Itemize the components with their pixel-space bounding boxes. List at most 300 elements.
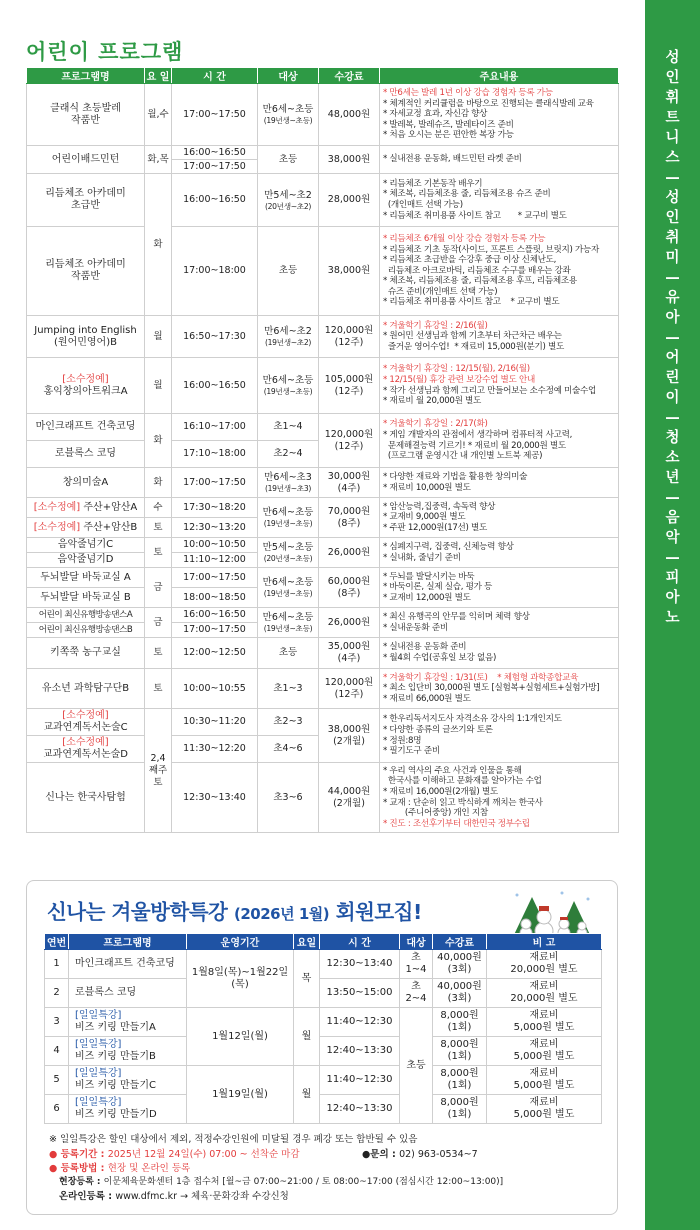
content-line: * 리듬체조 취미용품 사이트 참고 * 교구비 별도: [383, 297, 560, 308]
program-note: 재료비 20,000원 별도: [487, 950, 602, 979]
program-target: 초4~6: [258, 736, 319, 763]
program-name: 어린이 최신유행방송댄스A: [27, 608, 145, 623]
program-name: 키쪽쭉 농구교실: [27, 638, 145, 669]
program-content: [380, 638, 619, 669]
content-line: * 바둑이론, 실제 실습, 평가 등: [383, 582, 493, 593]
table-row: [27, 568, 619, 588]
program-target: 초2~3: [258, 709, 319, 736]
content-line: * 원어민 선생님과 함께 기초부터 차근차근 배우는: [383, 331, 562, 342]
target-main: 만6세~초2: [264, 326, 312, 337]
content-line: * 리듬체조 취미용품 사이트 참고 * 교구비 별도: [383, 210, 567, 221]
content-line: * 정원:8명: [383, 735, 422, 746]
program-name: 창의미술A: [27, 468, 145, 498]
program-name: 로블록스 코딩: [27, 441, 145, 468]
content-line: * 겨울학기 휴강일 : 12/15(월), 2/16(월): [383, 364, 530, 375]
program-tag: [일일특강]: [75, 1039, 122, 1050]
table-row: [27, 638, 619, 669]
program-day: 월: [145, 358, 172, 414]
content-line: * 체계적인 커리큘럼을 바탕으로 진행되는 클래식발레 교육: [383, 98, 594, 109]
program-target: 초등: [258, 146, 319, 174]
col-header: 시 간: [320, 934, 400, 950]
program-time: 17:00~17:50: [172, 623, 258, 638]
content-line: * 두뇌를 발달시키는 바둑: [383, 571, 475, 582]
program-day: 월: [294, 1066, 320, 1124]
content-line: * 게임 개발자의 관점에서 생각하며 컴퓨터적 사고력,: [383, 429, 573, 440]
program-fee: 120,000원 (12주): [319, 669, 380, 709]
row-number: 6: [45, 1095, 69, 1124]
target-main: 만6세~초등: [262, 104, 314, 115]
program-day: 화: [145, 468, 172, 498]
program-day: 토: [145, 638, 172, 669]
content-line: * 진도 : 조선후기부터 대한민국 정부수립: [383, 818, 530, 829]
program-fee: 8,000원 (1회): [433, 1008, 487, 1037]
program-name: 유소년 과학탐구단B: [27, 669, 145, 709]
program-day: 토: [145, 669, 172, 709]
program-content: [380, 498, 619, 538]
program-fee: 30,000원 (4주): [319, 468, 380, 498]
winter-title-post: 회원모집!: [329, 900, 422, 924]
program-content: [380, 709, 619, 763]
col-header: 프로그램명: [27, 68, 145, 84]
program-target: [258, 174, 319, 227]
program-content: [380, 608, 619, 638]
content-line: * 겨울학기 휴강일 : 2/16(월): [383, 320, 488, 331]
col-header: 수강료: [319, 68, 380, 84]
program-name: 클래식 초등발레 작품반: [27, 84, 145, 146]
target-sub: (19년생~초등): [263, 116, 313, 125]
program-day: 화: [145, 414, 172, 468]
table-row: [45, 1066, 602, 1095]
program-day: 목: [294, 950, 320, 1008]
col-header: 프로그램명: [69, 934, 187, 950]
sidebar: [645, 0, 700, 1230]
program-content: [380, 174, 619, 227]
content-line: * 한우리독서지도사 자격소유 강사의 1:1개인지도: [383, 714, 562, 725]
content-line: * 체조복, 리듬체조용 줄, 리듬체조용 후프, 리듬체조용: [383, 276, 577, 287]
content-line: * 자세교정 효과, 자신감 향상: [383, 109, 488, 120]
program-day: 토: [145, 518, 172, 538]
program-name: Jumping into English (원어민영어)B: [27, 316, 145, 358]
content-line: * 실내운동화 준비: [383, 622, 448, 633]
program-target: 초1~3: [258, 669, 319, 709]
program-target: 초등: [258, 638, 319, 669]
program-time: 17:10~18:00: [172, 441, 258, 468]
content-line: * 실내전용 운동화, 배드민턴 라켓 준비: [383, 154, 522, 165]
program-name: [69, 1095, 187, 1124]
target-main: 만5세~초2: [264, 189, 312, 201]
program-target: [258, 468, 319, 498]
program-name: [27, 518, 145, 538]
program-content: [380, 669, 619, 709]
program-name-text: 홍익창의아트워크A: [43, 385, 128, 397]
program-name: [27, 358, 145, 414]
program-tag: [소수정예]: [33, 521, 81, 533]
program-note: 재료비 5,000원 별도: [487, 1066, 602, 1095]
program-day: 화,목: [145, 146, 172, 174]
table-row: [45, 1008, 602, 1037]
program-fee: 48,000원: [319, 84, 380, 146]
content-line: * 교재 : 단순히 읽고 박식하게 깨치는 한국사: [383, 797, 543, 808]
col-header: 수강료: [433, 934, 487, 950]
program-fee: 38,000원 (2개월): [319, 709, 380, 763]
target-sub: (19년생~초등): [263, 589, 313, 598]
target-main: 만6세~초등: [262, 375, 314, 386]
content-line: * 최신 유행곡의 안무를 익히며 체력 향상: [383, 611, 530, 622]
target-sub: (20년생~초등): [263, 554, 313, 563]
program-fee: 38,000원: [319, 146, 380, 174]
program-content: [380, 227, 619, 316]
col-header: 비 고: [487, 934, 602, 950]
row-number: 1: [45, 950, 69, 979]
content-line: * 만6세는 발레 1년 이상 강습 경험자 등록 가능: [383, 88, 553, 99]
target-main: 만6세~초3: [264, 472, 312, 483]
contact-info: [362, 1148, 478, 1161]
program-day: 월,수: [145, 84, 172, 146]
program-fee: 38,000원: [319, 227, 380, 316]
col-header: 대상: [258, 68, 319, 84]
contact-label: ●문의 :: [362, 1149, 400, 1160]
row-number: 5: [45, 1066, 69, 1095]
program-content: [380, 468, 619, 498]
program-time: 18:00~18:50: [172, 588, 258, 608]
program-name: [69, 1008, 187, 1037]
content-line: * 재료비 16,000원(2개월) 별도: [383, 786, 498, 797]
table-row: [27, 174, 619, 227]
content-line: (프로그램 운영시간 내 개인별 노트북 제공): [383, 451, 543, 462]
program-period: 1월19일(월): [187, 1066, 294, 1124]
row-number: 4: [45, 1037, 69, 1066]
target-sub: (19년생~초등): [263, 624, 313, 633]
program-fee: 28,000원: [319, 174, 380, 227]
contact-value: 02) 963-0534~7: [399, 1149, 478, 1160]
program-time: 16:00~16:50: [172, 608, 258, 623]
program-time: 17:00~17:50: [172, 468, 258, 498]
program-name-text: 교과연계독서논술C: [43, 722, 128, 733]
content-line: * 발레복, 발레슈즈, 발레타이즈 준비: [383, 119, 514, 130]
content-line: * 겨울학기 휴강일 : 2/17(화): [383, 419, 488, 430]
program-content: [380, 538, 619, 568]
table-row: [27, 468, 619, 498]
content-line: * 체조복, 리듬체조용 줄, 리듬체조용 슈즈 준비: [383, 189, 551, 200]
program-fee: 26,000원: [319, 608, 380, 638]
program-time: 10:00~10:50: [172, 538, 258, 553]
program-content: [380, 763, 619, 833]
program-tag: [일일특강]: [75, 1097, 122, 1108]
registration-method: [49, 1162, 190, 1175]
method-label: ● 등록방법 :: [49, 1163, 108, 1174]
onsite-label: 현장등록 :: [59, 1177, 104, 1187]
col-header: 주요내용: [380, 68, 619, 84]
program-name: [69, 1066, 187, 1095]
program-time: 10:30~11:20: [172, 709, 258, 736]
program-period: 1월8일(목)~1월22일(목): [187, 950, 294, 1008]
program-name: [69, 1037, 187, 1066]
table-row: [27, 669, 619, 709]
row-number: 2: [45, 979, 69, 1008]
program-fee: 44,000원 (2개월): [319, 763, 380, 833]
program-time: 12:30~13:40: [320, 950, 400, 979]
program-time: 11:40~12:30: [320, 1066, 400, 1095]
program-name: 두뇌발달 바둑교실 A: [27, 568, 145, 588]
program-name: 리듬체조 아카데미 초급반: [27, 174, 145, 227]
program-day: 월: [294, 1008, 320, 1066]
program-fee: 60,000원 (8주): [319, 568, 380, 608]
program-content: [380, 414, 619, 468]
target-main: 만6세~초등: [262, 612, 314, 623]
program-content: [380, 146, 619, 174]
table-row: [27, 414, 619, 441]
program-target: [258, 568, 319, 608]
program-time: 12:30~13:40: [172, 763, 258, 833]
program-note: 재료비 5,000원 별도: [487, 1095, 602, 1124]
program-name-text: 교과연계독서논술D: [43, 749, 128, 760]
online-value: www.dfmc.kr → 체육·문화강좌 수강신청: [115, 1191, 289, 1202]
program-time: 12:30~13:20: [172, 518, 258, 538]
method-value: 현장 및 온라인 등록: [107, 1163, 191, 1174]
content-line: * 다양한 종류의 글쓰기와 토론: [383, 724, 493, 735]
content-line: 리듬체조 아크로바틱, 리듬체조 수구를 배우는 강좌: [383, 265, 571, 276]
program-time: 11:30~12:20: [172, 736, 258, 763]
program-target: 초1~4: [400, 950, 433, 979]
program-tag: [소수정예]: [62, 737, 109, 748]
program-target: [258, 498, 319, 538]
program-name: [27, 736, 145, 763]
content-line: 한국사를 이해하고 문화재를 알아가는 수업: [383, 776, 542, 787]
col-header: 대상: [400, 934, 433, 950]
program-day: 2,4째주 토: [145, 709, 172, 833]
program-time: 11:10~12:00: [172, 553, 258, 568]
table-row: [27, 709, 619, 736]
program-name-text: 비즈 키링 만들기C: [75, 1080, 156, 1091]
program-target: 초2~4: [400, 979, 433, 1008]
content-line: * 처음 오시는 분은 편안한 복장 가능: [383, 130, 514, 141]
program-content: [380, 84, 619, 146]
kids-program-table: [26, 67, 619, 833]
program-day: 화: [145, 174, 172, 316]
table-row: [27, 84, 619, 146]
program-fee: 120,000원 (12주): [319, 414, 380, 468]
table-header-row: [27, 68, 619, 84]
program-name: 마인크래프트 건축코딩: [69, 950, 187, 979]
content-line: * 리듬체조 기본동작 배우기: [383, 178, 483, 189]
program-day: 금: [145, 608, 172, 638]
content-line: * 12/15(월) 휴강 관련 보강수업 별도 안내: [383, 374, 535, 385]
program-target: [258, 538, 319, 568]
program-name: 리듬체조 아카데미 작품반: [27, 227, 145, 316]
table-row: [27, 498, 619, 518]
program-note: 재료비 5,000원 별도: [487, 1037, 602, 1066]
program-name-text: 비즈 키링 만들기A: [75, 1022, 156, 1033]
content-line: 슈즈 준비(개인매트 선택 가능): [383, 286, 498, 297]
content-line: * 월4회 수업(공휴일 보강 없음): [383, 653, 497, 663]
winter-title: [47, 895, 422, 925]
program-target: [258, 358, 319, 414]
program-name: 로블록스 코딩: [69, 979, 187, 1008]
program-fee: 8,000원 (1회): [433, 1095, 487, 1124]
content-line: * 재료비 월 20,000원 별도: [383, 396, 482, 407]
winter-program-table: [44, 933, 602, 1124]
content-line: * 교재비 9,000원 별도: [383, 512, 466, 523]
target-sub: (20년생~초2): [264, 201, 312, 211]
program-tag: [소수정예]: [62, 373, 109, 385]
program-name: 음악줄넘기D: [27, 553, 145, 568]
program-time: 12:00~12:50: [172, 638, 258, 669]
program-tag: [일일특강]: [75, 1010, 122, 1021]
program-name-text: 주산+암산B: [83, 521, 138, 533]
target-sub: (19년생~초등): [263, 519, 313, 528]
content-line: * 우리 역사의 주요 사건과 인물을 통해: [383, 765, 522, 776]
content-line: 즐거운 영어수업! * 재료비 15,000원(분기) 별도: [383, 341, 564, 352]
snowman-illustration-icon: [502, 887, 597, 939]
target-sub: (19년생~초3): [264, 484, 312, 493]
program-fee: 35,000원 (4주): [319, 638, 380, 669]
target-main: 만5세~초등: [262, 542, 314, 553]
content-line: (개인매트 선택 가능): [383, 200, 463, 210]
program-time: 10:00~10:55: [172, 669, 258, 709]
table-header-row: [45, 934, 602, 950]
target-main: 만6세~초등: [262, 507, 314, 518]
content-line: * 리듬체조 6개월 이상 강습 경험자 등록 가능: [383, 233, 546, 244]
program-time: 16:50~17:30: [172, 316, 258, 358]
content-line: 문제해결능력 기르기! * 재료비 월 20,000원 별도: [383, 440, 566, 451]
col-header: 시 간: [172, 68, 258, 84]
table-row: [45, 1037, 602, 1066]
table-row: [45, 979, 602, 1008]
program-note: 재료비 20,000원 별도: [487, 979, 602, 1008]
content-line: * 심폐지구력, 집중력, 신체능력 향상: [383, 541, 514, 552]
program-target: [258, 84, 319, 146]
program-fee: 26,000원: [319, 538, 380, 568]
col-header: 요일: [294, 934, 320, 950]
col-header: 운영기간: [187, 934, 294, 950]
program-target: 초2~4: [258, 441, 319, 468]
table-row: [27, 358, 619, 414]
program-fee: 40,000원 (3회): [433, 979, 487, 1008]
sidebar-category-text: 성 인 휘 트 니 스 — 성 인 취 미 — 유 아 — 어 린 이 — 청 소 년 — 음 악 — 피 아 노: [665, 50, 680, 626]
program-time: 17:00~17:50: [172, 568, 258, 588]
program-fee: 40,000원 (3회): [433, 950, 487, 979]
table-row: [27, 146, 619, 160]
table-row: [45, 1095, 602, 1124]
content-line: (주니어중앙) 개인 지참: [383, 808, 488, 819]
table-row: [27, 608, 619, 623]
content-line: * 리듬체조 기초 동작(사이드, 프론트 스플릿, 브릿지) 가능자: [383, 244, 600, 255]
program-note: 재료비 5,000원 별도: [487, 1008, 602, 1037]
program-time: 17:00~17:50: [172, 160, 258, 174]
program-name: 음악줄넘기C: [27, 538, 145, 553]
program-time: 16:10~17:00: [172, 414, 258, 441]
program-time: 16:00~16:50: [172, 358, 258, 414]
program-day: 금: [145, 568, 172, 608]
program-time: 17:00~17:50: [172, 84, 258, 146]
program-time: 12:40~13:30: [320, 1037, 400, 1066]
winter-title-year: (2026년 1월): [234, 905, 330, 923]
program-name: [27, 709, 145, 736]
content-line: * 재료비 10,000원 별도: [383, 482, 471, 493]
registration-period: [49, 1148, 300, 1161]
program-time: 13:50~15:00: [320, 979, 400, 1008]
col-header: 연번: [45, 934, 69, 950]
program-target: 초등: [400, 1008, 433, 1124]
program-target: 초등: [258, 227, 319, 316]
content-line: * 필기도구 준비: [383, 746, 440, 757]
program-day: 월: [145, 316, 172, 358]
program-time: 17:30~18:20: [172, 498, 258, 518]
onsite-value: 이문체육문화센터 1층 접수처 [월~금 07:00~21:00 / 토 08:00~17:00 (점심시간 12:00~13:00)]: [103, 1177, 504, 1187]
row-number: 3: [45, 1008, 69, 1037]
program-tag: [일일특강]: [75, 1068, 122, 1079]
program-target: [258, 316, 319, 358]
content-line: * 겨울학기 휴강일 : 1/31(토) * 체험형 과학종합교육: [383, 672, 579, 683]
period-label: ● 등록기간 :: [49, 1149, 108, 1160]
program-day: 수: [145, 498, 172, 518]
content-line: * 리듬체조 초급반을 수강후 중급 이상 신체난도,: [383, 255, 557, 266]
program-time: 16:00~16:50: [172, 146, 258, 160]
program-name: 마인크래프트 건축코딩: [27, 414, 145, 441]
program-name-text: 비즈 키링 만들기D: [75, 1109, 157, 1120]
program-name-text: 주산+암산A: [83, 501, 138, 513]
content-line: * 암산능력,집중력, 속독력 향상: [383, 501, 496, 512]
program-name: 어린이 최신유행방송댄스B: [27, 623, 145, 638]
onsite-registration: [59, 1176, 503, 1189]
table-row: [27, 316, 619, 358]
col-header: 요 일: [145, 68, 172, 84]
program-name: 신나는 한국사탐험: [27, 763, 145, 833]
table-row: [27, 538, 619, 553]
target-main: 만6세~초등: [262, 577, 314, 588]
program-tag: [소수정예]: [33, 501, 81, 513]
content-line: * 실내화, 줄넘기 준비: [383, 552, 461, 563]
content-line: * 실내전용 운동화 준비: [383, 642, 467, 653]
winter-title-pre: 신나는 겨울방학특강: [47, 900, 235, 924]
online-label: 온라인등록 :: [59, 1191, 116, 1202]
program-fee: 70,000원 (8주): [319, 498, 380, 538]
online-registration: [59, 1190, 289, 1203]
program-fee: 120,000원 (12주): [319, 316, 380, 358]
content-line: * 재료비 66,000원 별도: [383, 693, 471, 704]
program-time: 12:40~13:30: [320, 1095, 400, 1124]
program-tag: [소수정예]: [62, 710, 109, 721]
program-name: 두뇌발달 바둑교실 B: [27, 588, 145, 608]
winter-footnote: ※ 일일특강은 할인 대상에서 제외, 적정수강인원에 미달될 경우 폐강 또는 합반될 수 있음: [49, 1134, 418, 1145]
program-content: [380, 568, 619, 608]
program-fee: 8,000원 (1회): [433, 1066, 487, 1095]
content-line: * 교재비 12,000원 별도: [383, 592, 471, 603]
target-sub: (19년생~초등): [263, 387, 313, 396]
period-value: 2025년 12월 24일(수) 07:00 ~ 선착순 마감: [107, 1149, 300, 1160]
program-target: 초3~6: [258, 763, 319, 833]
program-fee: 8,000원 (1회): [433, 1037, 487, 1066]
program-time: 11:40~12:30: [320, 1008, 400, 1037]
table-row: [27, 763, 619, 833]
content-line: * 작가 선생님과 함께 그리고 만들어보는 소수정예 미술수업: [383, 385, 597, 396]
content-line: * 주판 12,000원(17선) 별도: [383, 522, 488, 533]
program-name: [27, 498, 145, 518]
program-content: [380, 358, 619, 414]
program-target: 초1~4: [258, 414, 319, 441]
program-name: 어린이배드민턴: [27, 146, 145, 174]
program-fee: 105,000원 (12주): [319, 358, 380, 414]
program-content: [380, 316, 619, 358]
program-period: 1월12일(월): [187, 1008, 294, 1066]
content-line: * 다양한 재료와 기법을 활용한 창의미술: [383, 471, 528, 482]
target-sub: (19년생~초2): [264, 338, 312, 347]
content-line: * 최소 입단비 30,000원 별도 [실험복+실험세트+실험가방]: [383, 683, 600, 694]
winter-special-box: [26, 880, 618, 1215]
page-title: 어린이 프로그램: [26, 40, 184, 64]
program-time: 16:00~16:50: [172, 174, 258, 227]
table-row: [27, 227, 619, 316]
